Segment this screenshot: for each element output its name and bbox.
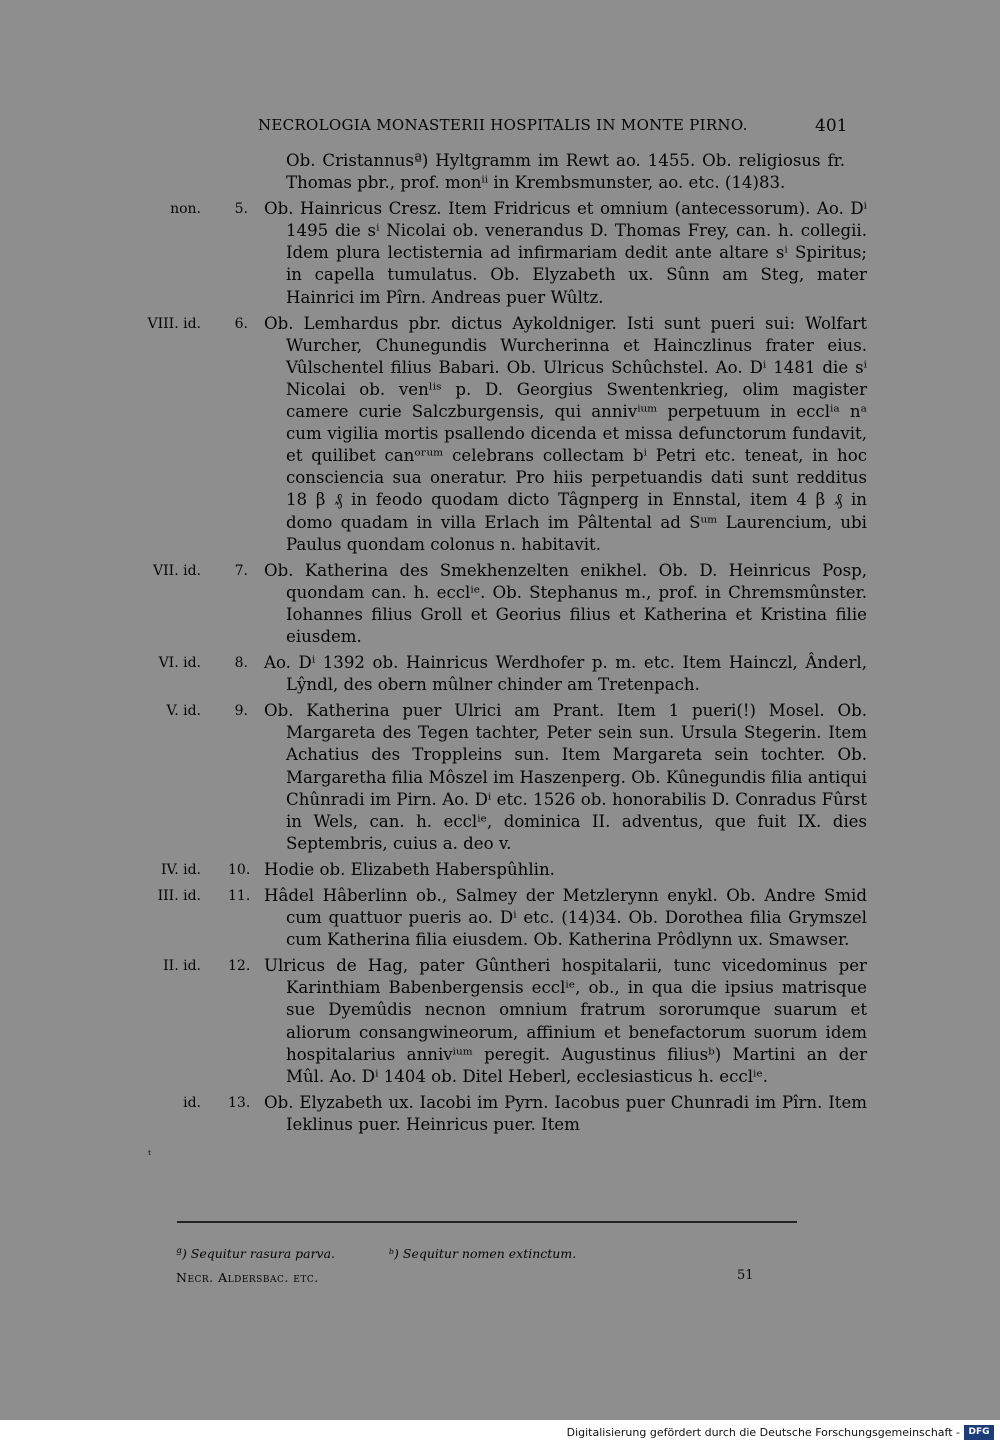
footnotes xyxy=(176,1246,626,1261)
entry-date: V. id. xyxy=(166,703,201,720)
entry-id xyxy=(0,1092,1000,1136)
entry-date: VIII. id. xyxy=(147,315,201,332)
entry-day: 7. xyxy=(234,562,248,579)
entry-text: Ob. Cristannusª) Hyltgramm im Rewt ao. 1455. Ob. religiosus fr. Thomas pbr., prof. monⁱⁱ in Krembsmunster, ao. etc. (14)83. xyxy=(286,151,845,193)
entry-day: 10. xyxy=(228,861,251,878)
entry-text: Ob. Katherina des Smekhenzelten enikhel. Ob. D. Heinricus Posp, quondam can. h. ecclⁱᵉ. Ob. Stephanus m., prof. in Chremsmûnster. Iohannes filius Groll et Georius filius et Katherina et Kristina filie eiusdem. xyxy=(264,560,867,646)
entry-day: 13. xyxy=(228,1094,251,1111)
entry-day: 11. xyxy=(228,888,251,904)
entry-text: Hâdel Hâberlinn ob., Salmey der Metzlerynn enykl. Ob. Andre Smid cum quattuor pueris ao. Dⁱ etc. (14)34. Ob. Dorothea filia Grymszel cum Katherina filia eiusdem. Ob. Katherina Prôdlynn ux. Smawser. xyxy=(264,886,867,950)
entry-text: Ob. Hainricus Cresz. Item Fridricus et omnium (antecessorum). Ao. Dⁱ 1495 die sⁱ Nicolai ob. venerandus D. Thomas Frey, can. h. collegii. Idem plura lectisternia ad infirmariam dedit ante altare sⁱ Spiritus; in capella tumulatus. Ob. Elyzabeth ux. Sûnn am Steg, mater Hainrici im Pîrn. Andreas puer Wûltz. xyxy=(264,199,867,307)
footnote-b: ᵇ) Sequitur nomen extinctum. xyxy=(389,1246,577,1261)
entry-date: IV. id. xyxy=(161,861,201,878)
footer-bar xyxy=(0,1420,1000,1446)
entry-day: 9. xyxy=(234,703,248,720)
dfg-logo-icon: DFG xyxy=(964,1425,994,1440)
entry-0 xyxy=(0,150,1000,194)
entry-date: id. xyxy=(183,1094,201,1111)
entry-text: Ao. Dⁱ 1392 ob. Hainricus Werdhofer p. m. etc. Item Hainczl, Ânderl, Lŷndl, des obern mûlner chinder am Tretenpach. xyxy=(264,653,867,695)
entry-iii-id xyxy=(0,885,1000,951)
entry-text: Ulricus de Hag, pater Gûntheri hospitalarii, tunc vicedominus per Karinthiam Babenbergensis ecclⁱᵉ, ob., in qua die ipsius matrisque sue Dyemûdis necnon omnium fratrum sororumque suarum et aliorum consangwineorum, affinium et benefactorum suorum idem hospitalarius annivⁱᵘᵐ peregit. Augustinus filiusᵇ) Martini an der Mûl. Ao. Dⁱ 1404 ob. Ditel Heberl, ecclesiasticus h. ecclⁱᵉ. xyxy=(264,956,867,1086)
entry-date: III. id. xyxy=(157,888,201,904)
entry-v-id xyxy=(0,700,1000,855)
sheet-number: 51 xyxy=(737,1268,754,1283)
entry-vi-id xyxy=(0,652,1000,696)
entry-non xyxy=(0,198,1000,308)
entry-text: Ob. Katherina puer Ulrici am Prant. Item 1 pueri(!) Mosel. Ob. Margareta des Tegen tachter, Peter sein sun. Ursula Stegerin. Item Achatius des Troppleins sun. Item Margareta sein tochter. Ob. Margaretha filia Môszel im Haszenperg. Ob. Kûnegundis filia antiqui Chûnradi im Pirn. Ao. Dⁱ etc. 1526 ob. honorabilis D. Conradus Fûrst in Wels, can. h. ecclⁱᵉ, dominica II. adventus, que fuit IX. dies Septembris, cuius a. deo v. xyxy=(264,701,867,853)
entry-day: 12. xyxy=(228,958,251,975)
entry-date: VII. id. xyxy=(153,562,201,579)
entry-date: VI. id. xyxy=(158,655,201,672)
entry-viii-id xyxy=(0,313,1000,556)
running-title: NECROLOGIA MONASTERII HOSPITALIS IN MONTE PIRNO. xyxy=(258,116,748,134)
entry-day: 5. xyxy=(234,201,248,218)
entry-text: Hodie ob. Elizabeth Haberspûhlin. xyxy=(264,859,555,879)
footnote-divider xyxy=(177,1221,797,1223)
signature-mark: Necr. Aldersbac. etc. xyxy=(176,1270,319,1285)
entry-date: II. id. xyxy=(163,958,201,975)
footnote-a: ª) Sequitur rasura parva. xyxy=(176,1246,336,1261)
necrology-entries xyxy=(0,150,1000,1136)
entry-ii-id xyxy=(0,955,1000,1088)
entry-text: Ob. Elyzabeth ux. Iacobi im Pyrn. Iacobus puer Chunradi im Pîrn. Item Ieklinus puer. Heinricus puer. Item xyxy=(264,1092,867,1134)
entry-iv-id xyxy=(0,859,1000,881)
page-number: 401 xyxy=(815,116,848,136)
entry-vii-id xyxy=(0,560,1000,648)
entry-day: 6. xyxy=(234,315,248,332)
entry-text: Ob. Lemhardus pbr. dictus Aykoldniger. Isti sunt pueri sui: Wolfart Wurcher, Chunegundis Wurcherinna et Hainczlinus frater eius. Vûlschentel filius Babari. Ob. Ulricus Schûchstel. Ao. Dⁱ 1481 die sⁱ Nicolai ob. venˡⁱˢ p. D. Georgius Swentenkrieg, olim magister camere curie Salczburgensis, qui annivⁱᵘᵐ perpetuum in ecclⁱᵃ nᵃ cum vigilia mortis psallendo dicenda et missa defunctorum fundavit, et quilibet canᵒʳᵘᵐ celebrans collectam bⁱ Petri etc. teneat, in hoc consciencia sua oneratur. Pro hiis perpetuandis dati sunt redditus 18 β ₰ in feodo quodam dicto Tâgnperg in Ennstal, item 4 β ₰ in domo quadam in villa Erlach im Pâltental ad Sᵘᵐ Laurencium, ubi Paulus quondam colonus n. habitavit. xyxy=(264,313,867,554)
funding-notice: Digitalisierung gefördert durch die Deutsche Forschungsgemeinschaft - xyxy=(566,1426,960,1439)
entry-day: 8. xyxy=(234,655,248,672)
margin-mark: ᵗ xyxy=(148,1148,151,1162)
entry-date: non. xyxy=(170,201,201,218)
